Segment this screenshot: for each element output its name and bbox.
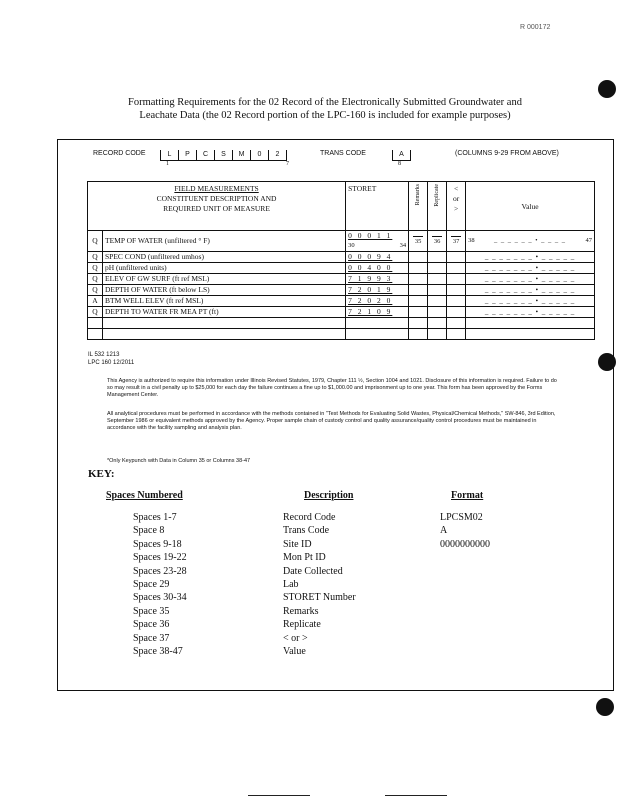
- row-replicate: [428, 263, 447, 274]
- header-compare-gt: >: [453, 204, 459, 213]
- row-value: [466, 274, 595, 285]
- key-format: LPCSM02: [440, 512, 483, 523]
- row-description: BTM WELL ELEV (ft ref MSL): [103, 296, 346, 307]
- table-row: [88, 252, 595, 263]
- row-description: TEMP OF WATER (unfiltered ° F): [103, 231, 346, 252]
- row-value: [466, 307, 595, 318]
- record-code-pos-end: 7: [286, 161, 289, 167]
- row-storet: [346, 285, 409, 296]
- table-header-compare: [447, 182, 466, 231]
- key-spaces: Space 29: [133, 579, 170, 590]
- value-blank: _ _ _ _ _ _ _ • _ _ _ _ _: [484, 264, 576, 272]
- key-spaces: Space 36: [133, 619, 170, 631]
- table-row: [88, 263, 595, 274]
- table-row: [88, 285, 595, 296]
- key-desc: Lab: [283, 579, 299, 590]
- title-line-1: Formatting Requirements for the 02 Record of the Electronically Submitted Groundwater and: [128, 97, 522, 108]
- form-ref-2: LPC 160 12/2011: [88, 359, 135, 366]
- row-remarks: [409, 263, 428, 274]
- columns-note: (COLUMNS 9-29 FROM ABOVE): [455, 150, 559, 157]
- procedures-paragraph: All analytical procedures must be performed in accordance with the methods contained in "Test Methods for Evaluating Solid Wastes, Physical/Chemical Methods," SW-846, 3rd Edition, September 1986 or equivalent methods approved by the Agency. Proper sample chain of custody control and quality assurance/quality control procedures must be maintained in accordance with the facility sampling and analysis plan.: [107, 411, 556, 431]
- punch-hole: [598, 80, 616, 98]
- record-code-char: C: [196, 150, 214, 161]
- authority-paragraph: This Agency is authorized to require this information under Illinois Revised Statutes, 1979, Chapter 111 ½, Section 1004 and 1021. Disclosure of this information is required. Failure to do so may result in a civil penalty up to $25,000 for each day the failure continues a fine up to $1,000.00 and imprisonment up to one year. This form has been approved by the Forms Management Center.: [107, 378, 557, 398]
- row-value: [466, 263, 595, 274]
- key-desc: Remarks: [283, 605, 319, 617]
- row-value: [466, 318, 595, 329]
- row-remarks: [409, 285, 428, 296]
- header-sub2: REQUIRED UNIT OF MEASURE: [163, 204, 270, 213]
- table-row: [88, 318, 595, 329]
- key-spaces: Space 35: [133, 605, 170, 617]
- storet-number: 0 0 0 9 4: [348, 252, 393, 261]
- table-row: [88, 296, 595, 307]
- storet-number: 7 2 1 0 9: [348, 307, 393, 316]
- row-flag: Q: [88, 285, 103, 296]
- key-format: 0000000000: [440, 538, 490, 550]
- row-storet: [346, 296, 409, 307]
- key-desc: STORET Number: [283, 592, 356, 604]
- table-header-value: [466, 182, 595, 231]
- form-ref: [88, 352, 134, 367]
- pos-value-end: 47: [585, 237, 592, 244]
- key-desc: Replicate: [283, 619, 321, 631]
- row-description: DEPTH TO WATER FR MEA PT (ft): [103, 307, 346, 318]
- key-desc: Value: [283, 646, 306, 657]
- footer-line: [248, 795, 310, 796]
- row-storet: [346, 274, 409, 285]
- key-desc: Record Code: [283, 512, 336, 523]
- row-value: [466, 252, 595, 263]
- row-description: SPEC COND (unfiltered umhos): [103, 252, 346, 263]
- key-desc: Site ID: [283, 538, 312, 550]
- trans-code-value: A: [392, 150, 411, 161]
- row-remarks-pos: 35: [414, 237, 422, 245]
- row-value: [466, 285, 595, 296]
- title-line-2: Leachate Data (the 02 Record portion of the LPC-160 is included for example purposes): [139, 110, 511, 121]
- key-spaces: Spaces 9-18: [133, 538, 182, 550]
- key-spaces: Spaces 19-22: [133, 552, 187, 564]
- row-flag: Q: [88, 307, 103, 318]
- row-compare: [447, 329, 466, 340]
- storet-number: 0 0 4 0 0: [348, 263, 393, 272]
- row-value: [466, 329, 595, 340]
- row-storet: [346, 318, 409, 329]
- row-remarks: [409, 274, 428, 285]
- record-code-char: 2: [268, 150, 287, 161]
- pos-storet-start: 30: [348, 242, 355, 249]
- row-compare: [447, 307, 466, 318]
- header-remarks: Remarks: [415, 184, 422, 206]
- row-storet: [346, 329, 409, 340]
- row-flag: Q: [88, 263, 103, 274]
- row-replicate: [428, 318, 447, 329]
- value-blank: _ _ _ _ _ _ • _ _ _ _: [494, 237, 567, 244]
- trans-code-pos: 8: [398, 161, 401, 167]
- table-header-storet: [346, 182, 409, 231]
- key-format: A: [440, 525, 448, 537]
- row-remarks: [409, 318, 428, 329]
- value-blank: _ _ _ _ _ _ _ • _ _ _ _ _: [484, 286, 576, 294]
- key-spaces: Spaces 23-28: [133, 565, 187, 577]
- header-compare-or: or: [452, 194, 460, 203]
- record-code-label: RECORD CODE: [93, 150, 146, 157]
- key-title: KEY:: [88, 468, 115, 480]
- key-spaces: Space 37: [133, 632, 170, 644]
- row-compare-pos: 37: [452, 237, 460, 245]
- record-code-char: M: [232, 150, 250, 161]
- footer-line: [385, 795, 447, 796]
- table-header-replicate: [428, 182, 447, 231]
- row-description: [103, 318, 346, 329]
- header-storet: STORET: [348, 184, 377, 193]
- trans-code-label: TRANS CODE: [320, 150, 366, 157]
- row-storet: [346, 263, 409, 274]
- row-flag: Q: [88, 274, 103, 285]
- key-desc: < or >: [283, 632, 308, 644]
- table-row: [88, 274, 595, 285]
- key-desc: Date Collected: [283, 565, 343, 577]
- row-remarks: [409, 296, 428, 307]
- storet-number: 7 2 0 1 9: [348, 285, 393, 294]
- header-sub1: CONSTITUENT DESCRIPTION AND: [156, 194, 277, 203]
- document-id: R 000172: [520, 24, 551, 31]
- row-compare: [447, 318, 466, 329]
- row-replicate: [428, 285, 447, 296]
- row-compare: [447, 285, 466, 296]
- page-title: [60, 96, 590, 122]
- table-row: [88, 231, 595, 252]
- trans-code-box: [392, 150, 411, 161]
- header-value: Value: [521, 202, 539, 211]
- table-header-description: [88, 182, 346, 231]
- row-compare: [447, 296, 466, 307]
- row-value: [466, 231, 595, 252]
- row-flag: A: [88, 296, 103, 307]
- header-replicate: Replicate: [434, 184, 441, 207]
- key-header-format: Format: [451, 490, 484, 501]
- record-code-char: S: [214, 150, 232, 161]
- row-flag: Q: [88, 252, 103, 263]
- row-replicate: [428, 307, 447, 318]
- key-spaces: Spaces 1-7: [133, 512, 177, 523]
- record-code-char: P: [178, 150, 196, 161]
- form-ref-1: IL 532 1213: [88, 352, 120, 358]
- row-remarks: [409, 231, 428, 252]
- row-storet: [346, 252, 409, 263]
- key-desc: Mon Pt ID: [283, 552, 326, 564]
- keypunch-note: *Only Keypunch with Data in Column 35 or Columns 38-47: [107, 458, 251, 464]
- row-remarks: [409, 307, 428, 318]
- row-remarks: [409, 329, 428, 340]
- key-spaces: Space 8: [133, 525, 165, 537]
- row-remarks: [409, 252, 428, 263]
- row-replicate: [428, 274, 447, 285]
- value-blank: _ _ _ _ _ _ _ • _ _ _ _ _: [484, 297, 576, 305]
- row-replicate-pos: 36: [433, 237, 441, 245]
- row-flag: Q: [88, 231, 103, 252]
- row-replicate: [428, 329, 447, 340]
- row-storet: [346, 307, 409, 318]
- storet-number: 7 2 0 2 0: [348, 296, 393, 305]
- record-code-char: L: [160, 150, 178, 161]
- row-flag: [88, 318, 103, 329]
- row-compare: [447, 263, 466, 274]
- key-header-description: Description: [304, 490, 354, 501]
- row-compare: [447, 231, 466, 252]
- row-value: [466, 296, 595, 307]
- table-row: [88, 307, 595, 318]
- row-replicate: [428, 296, 447, 307]
- key-header-spaces: Spaces Numbered: [106, 490, 183, 501]
- key-spaces: Spaces 30-34: [133, 592, 187, 604]
- row-storet: [346, 231, 409, 252]
- table-row: [88, 329, 595, 340]
- row-flag: [88, 329, 103, 340]
- field-measurements-table: [87, 181, 595, 340]
- header-title: FIELD MEASUREMENTS: [174, 184, 259, 193]
- row-description: DEPTH OF WATER (ft below LS): [103, 285, 346, 296]
- value-blank: _ _ _ _ _ _ _ • _ _ _ _ _: [484, 308, 576, 316]
- storet-number: 0 0 0 1 1: [348, 231, 393, 240]
- record-code-boxes: [160, 150, 287, 161]
- row-replicate: [428, 252, 447, 263]
- row-replicate: [428, 231, 447, 252]
- row-description: [103, 329, 346, 340]
- pos-storet-end: 34: [399, 242, 407, 249]
- row-compare: [447, 252, 466, 263]
- row-compare: [447, 274, 466, 285]
- record-code-pos-start: 1: [166, 161, 169, 167]
- key-desc: Trans Code: [283, 525, 330, 537]
- key-spaces: Space 38-47: [133, 646, 183, 657]
- row-description: ELEV OF GW SURF (ft ref MSL): [103, 274, 346, 285]
- row-description: pH (unfiltered units): [103, 263, 346, 274]
- value-blank: _ _ _ _ _ _ _ • _ _ _ _ _: [484, 275, 576, 283]
- pos-value-start: 38: [468, 237, 475, 244]
- storet-number: 7 1 9 9 3: [348, 274, 393, 283]
- value-blank: _ _ _ _ _ _ _ • _ _ _ _ _: [484, 253, 576, 261]
- record-code-char: 0: [250, 150, 268, 161]
- punch-hole: [596, 698, 614, 716]
- header-compare-lt: <: [453, 184, 459, 193]
- storet-positions: [348, 241, 406, 251]
- table-header-remarks: [409, 182, 428, 231]
